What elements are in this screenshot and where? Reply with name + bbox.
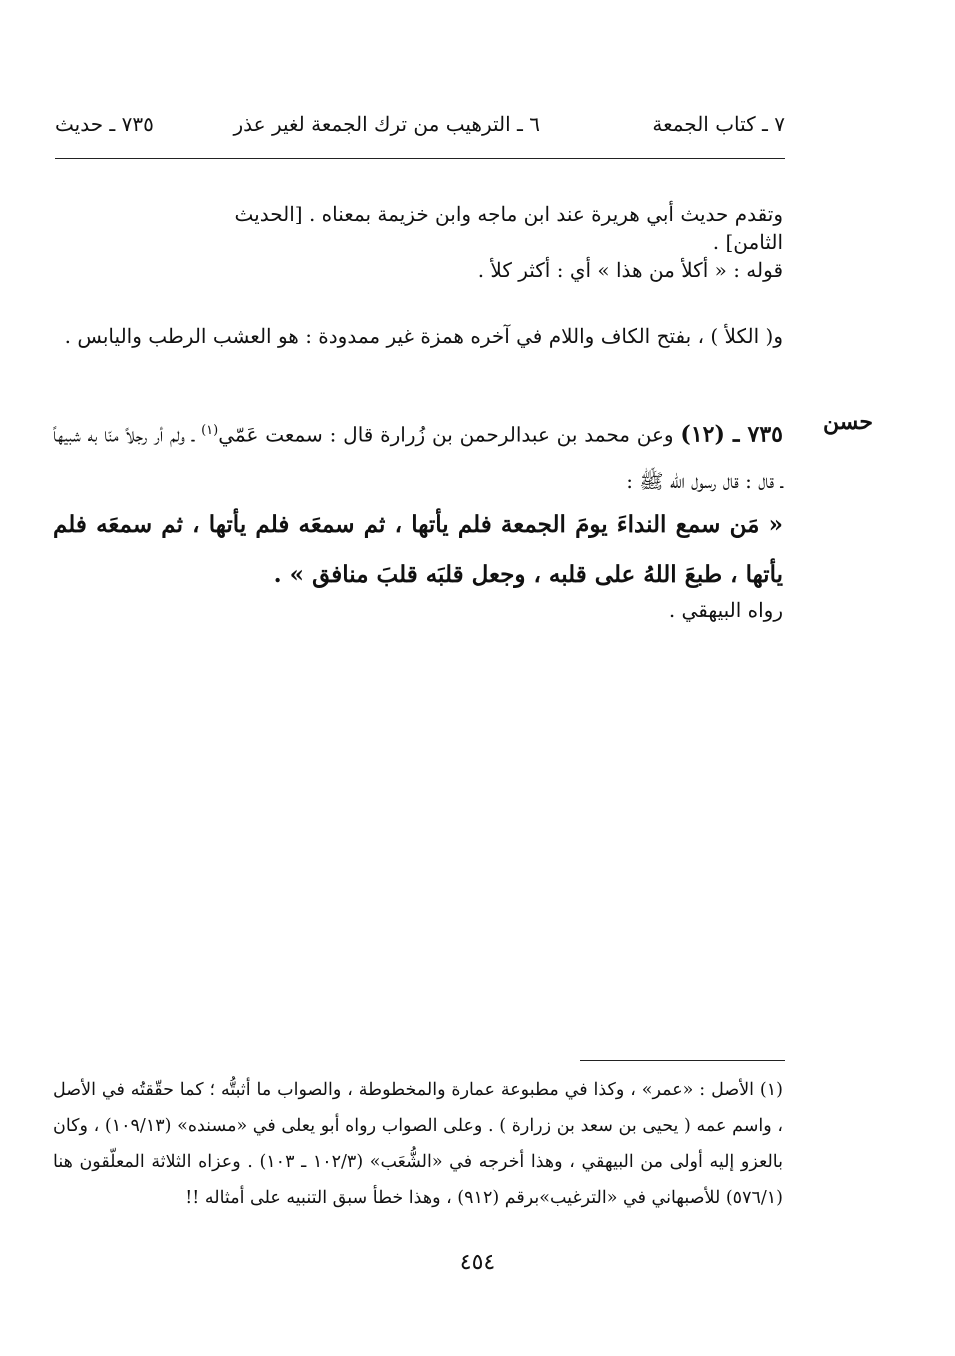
hadith-text: « مَن سمع النداءَ يومَ الجمعة فلم يأتها ، ثم سمعَه فلم يأتها ، ثم سمعَه فلم يأتها ، طبعَ اللهُ على قلبه ، وجعل قلبَه قلبَ منافق » .	[53, 511, 783, 588]
footnote-marker[interactable]: (١)	[201, 423, 219, 438]
page-number: ٤٥٤	[459, 1250, 496, 1275]
hadith-source: رواه البيهقي .	[668, 598, 783, 622]
header-rule	[55, 158, 785, 159]
footnote: (١) الأصل : «عمر» ، وكذا في مطبوعة عمارة والمخطوطة ، والصواب ما أثبتُّه ؛ كما حقّقتُه في الأصل ، واسم عمه ( يحيى بن سعد بن زرارة ) . وعلى الصواب رواه أبو يعلى في «مسنده» (١٠٩/١٣) ، وكان بالعزو إليه أولى من البيهقي ، وهذا أخرجه في «الشُّعَب» (١٠٢/٣ ـ ١٠٣) . وعزاه الثلاثة المعلّقون هنا (٥٧٦/١) للأصبهاني في «الترغيب»برقم (٩١٢) ، وهذا خطأ سبق التنبيه على أمثاله !!	[53, 1080, 783, 1208]
hadith-isnad	[53, 408, 783, 504]
header-chapter: ٧ ـ كتاب الجمعة	[652, 112, 785, 136]
hadith-grade: حسن	[823, 409, 873, 435]
header-section: ٦ ـ الترهيب من ترك الجمعة لغير عذر	[233, 112, 540, 136]
header-hadith-ref: ٧٣٥ ـ حديث	[55, 112, 154, 136]
hadith-number: ٧٣٥ ـ (١٢)	[680, 421, 783, 448]
paragraph-2: قوله : « أكلأ من هذا » أي : أكثر كلأ .	[477, 258, 783, 282]
isnad-part-a: وعن محمد بن عبدالرحمن بن زُرارة قال : سمعت عَمّي	[218, 422, 674, 447]
footnote-rule	[580, 1060, 785, 1061]
paragraph-1: وتقدم حديث أبي هريرة عند ابن ماجه وابن خزيمة بمعناه . [الحديث الثامن] .	[234, 202, 783, 254]
running-header	[55, 112, 785, 142]
paragraph-3: و( الكلأ ) ، بفتح الكاف واللام في آخره همزة غير ممدودة : هو العشب الرطب واليابس .	[64, 324, 783, 348]
isnad-part-b: ـ ولم أر رجلاً منّا به شبيهاً ـ قال : قال رسول الله ﷺ :	[53, 422, 783, 493]
